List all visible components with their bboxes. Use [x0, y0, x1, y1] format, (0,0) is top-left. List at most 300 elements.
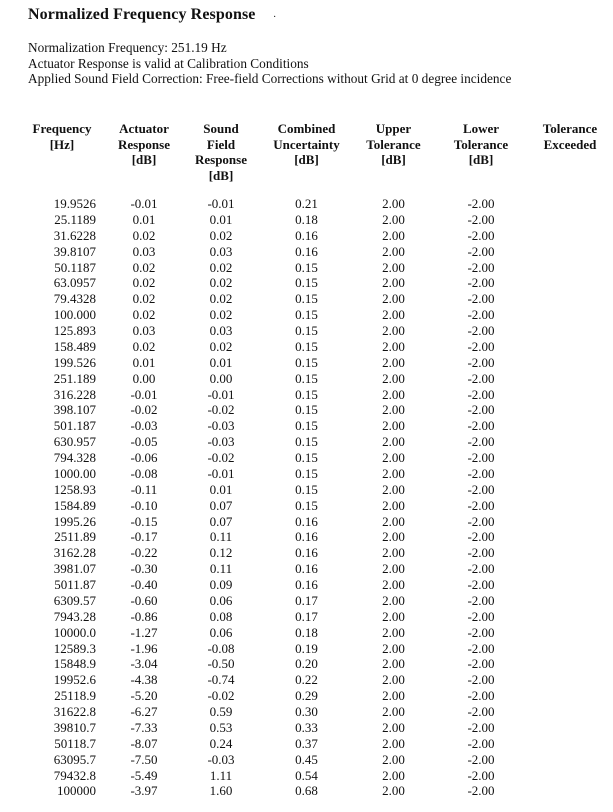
lower-tolerance-cell: -2.00 [467, 735, 495, 751]
sound-field-response-cell: -0.03 [207, 751, 235, 767]
sound-field-response-cell: 0.02 [209, 259, 233, 275]
combined-uncertainty-cell: 0.15 [295, 497, 318, 513]
frequency-cell: 39.8107 [53, 243, 96, 259]
combined-uncertainty-cell: 0.15 [295, 307, 318, 323]
tolerance-exceeded-cell [530, 609, 610, 625]
tolerance-exceeded-cell [530, 577, 610, 593]
combined-uncertainty-header [258, 121, 355, 196]
tolerance-exceeded-cell [530, 244, 610, 260]
combined-uncertainty-cell: 0.15 [295, 275, 318, 291]
table-row [20, 672, 610, 688]
upper-tolerance-cell: 2.00 [382, 592, 405, 608]
tolerance-exceeded-cell [530, 196, 610, 212]
combined-uncertainty-cell: 0.20 [295, 656, 318, 672]
actuator-response-cell: -0.05 [130, 434, 158, 450]
actuator-response-cell: -3.04 [130, 656, 158, 672]
table-row [20, 768, 610, 784]
tolerance-exceeded-cell [530, 672, 610, 688]
table-header-row [20, 121, 610, 196]
upper-tolerance-cell: 2.00 [382, 291, 405, 307]
upper-tolerance-cell: 2.00 [382, 227, 405, 243]
actuator-response-cell: 0.01 [132, 354, 156, 370]
upper-tolerance-cell: 2.00 [382, 243, 405, 259]
combined-uncertainty-header-line: [dB] [294, 152, 319, 167]
upper-tolerance-cell: 2.00 [382, 275, 405, 291]
actuator-response-cell: -1.27 [130, 624, 158, 640]
upper-tolerance-cell: 2.00 [382, 751, 405, 767]
lower-tolerance-cell: -2.00 [467, 418, 495, 434]
tolerance-exceeded-cell [530, 307, 610, 323]
tolerance-exceeded-cell [530, 434, 610, 450]
sound-field-response-cell: -0.08 [207, 640, 235, 656]
actuator-response-header-line: Response [117, 136, 170, 152]
combined-uncertainty-cell: 0.17 [295, 592, 318, 608]
upper-tolerance-header-line: [dB] [381, 152, 406, 167]
lower-tolerance-cell: -2.00 [467, 577, 495, 592]
table-row [20, 228, 610, 244]
combined-uncertainty-cell: 0.15 [295, 370, 318, 386]
table-row [20, 434, 610, 450]
frequency-cell: 125.893 [53, 323, 96, 338]
table-row [20, 387, 610, 403]
upper-tolerance-cell: 2.00 [382, 418, 405, 434]
table-row [20, 656, 610, 672]
frequency-header [20, 121, 104, 196]
actuator-response-cell: -5.20 [130, 688, 158, 704]
frequency-cell: 794.328 [53, 450, 96, 465]
upper-tolerance-cell: 2.00 [382, 307, 405, 323]
lower-tolerance-cell: -2.00 [467, 529, 495, 545]
upper-tolerance-cell: 2.00 [382, 783, 405, 799]
tolerance-exceeded-cell [530, 260, 610, 276]
sound-field-response-cell: -0.02 [207, 450, 235, 465]
sound-field-response-cell: 0.06 [209, 592, 233, 608]
actuator-response-cell: 0.02 [132, 275, 156, 291]
actuator-validity-line: Actuator Response is valid at Calibration Conditions [28, 55, 309, 71]
upper-tolerance-cell: 2.00 [382, 465, 405, 481]
upper-tolerance-cell: 2.00 [382, 608, 405, 624]
tolerance-exceeded-cell [530, 736, 610, 752]
sound-field-response-cell: 0.03 [209, 243, 233, 259]
combined-uncertainty-cell: 0.15 [295, 418, 318, 434]
table-row [20, 196, 610, 212]
upper-tolerance-cell: 2.00 [382, 211, 405, 227]
frequency-cell: 1584.89 [53, 497, 96, 513]
lower-tolerance-cell: -2.00 [467, 338, 495, 354]
actuator-response-cell: 0.01 [132, 211, 156, 227]
tolerance-exceeded-cell [530, 783, 610, 799]
sound-field-response-cell: -0.03 [207, 418, 235, 434]
table-row [20, 529, 610, 545]
actuator-response-cell: 0.00 [132, 370, 156, 386]
sound-field-response-cell: 0.02 [209, 307, 233, 323]
sound-field-response-cell: 1.11 [209, 767, 233, 783]
upper-tolerance-cell: 2.00 [382, 386, 405, 402]
sound-field-response-cell: 0.12 [209, 545, 233, 561]
combined-uncertainty-cell: 0.16 [295, 529, 318, 545]
tolerance-exceeded-cell [530, 641, 610, 657]
upper-tolerance-cell: 2.00 [382, 624, 405, 640]
upper-tolerance-cell: 2.00 [382, 196, 405, 211]
tolerance-exceeded-cell [530, 720, 610, 736]
lower-tolerance-header [432, 121, 530, 196]
actuator-response-cell: 0.02 [132, 291, 156, 307]
sound-field-response-cell: 0.02 [209, 275, 233, 291]
sound-field-response-cell: 0.07 [209, 497, 233, 513]
tolerance-exceeded-cell [530, 545, 610, 561]
lower-tolerance-cell: -2.00 [467, 370, 495, 386]
tolerance-exceeded-cell [530, 688, 610, 704]
frequency-cell: 19.9526 [53, 196, 96, 211]
lower-tolerance-cell: -2.00 [467, 354, 495, 370]
sound-field-response-cell: 0.01 [209, 481, 233, 497]
lower-tolerance-cell: -2.00 [467, 656, 495, 672]
lower-tolerance-cell: -2.00 [467, 323, 495, 338]
table-row [20, 355, 610, 371]
sound-field-response-cell: -0.01 [207, 465, 235, 481]
upper-tolerance-cell: 2.00 [382, 450, 405, 465]
lower-tolerance-header-line: [dB] [468, 152, 494, 167]
table-row [20, 545, 610, 561]
lower-tolerance-cell: -2.00 [467, 624, 495, 640]
table-row [20, 371, 610, 387]
upper-tolerance-cell: 2.00 [382, 513, 405, 529]
lower-tolerance-cell: -2.00 [467, 783, 495, 799]
actuator-response-cell: -0.02 [130, 402, 158, 418]
frequency-cell: 5011.87 [54, 577, 96, 592]
actuator-response-cell: -0.60 [130, 592, 158, 608]
table-body [20, 196, 610, 799]
frequency-cell: 31.6228 [53, 227, 96, 243]
upper-tolerance-cell: 2.00 [382, 354, 405, 370]
lower-tolerance-cell: -2.00 [467, 513, 495, 529]
stray-dot: · [273, 12, 277, 23]
table-row [20, 783, 610, 799]
document-title: Normalized Frequency Response [28, 6, 256, 23]
upper-tolerance-cell: 2.00 [382, 767, 405, 783]
combined-uncertainty-header-line: Uncertainty [273, 136, 340, 152]
frequency-cell: 630.957 [53, 434, 96, 450]
tolerance-exceeded-cell [530, 656, 610, 672]
lower-tolerance-cell: -2.00 [467, 688, 495, 704]
frequency-cell: 3981.07 [53, 561, 96, 577]
tolerance-exceeded-cell [530, 593, 610, 609]
actuator-response-cell: 0.02 [132, 338, 156, 354]
combined-uncertainty-cell: 0.16 [295, 561, 318, 577]
actuator-response-cell: 0.02 [132, 259, 156, 275]
frequency-header-line: [Hz] [49, 136, 75, 152]
upper-tolerance-header-line: Upper [375, 121, 412, 136]
lower-tolerance-cell: -2.00 [467, 545, 495, 561]
lower-tolerance-cell: -2.00 [467, 719, 495, 735]
frequency-cell: 199.526 [53, 354, 96, 370]
tolerance-exceeded-cell [530, 752, 610, 768]
tolerance-exceeded-cell [530, 625, 610, 641]
upper-tolerance-cell: 2.00 [382, 434, 405, 450]
tolerance-exceeded-cell [530, 561, 610, 577]
combined-uncertainty-cell: 0.16 [295, 513, 318, 529]
table-row [20, 418, 610, 434]
combined-uncertainty-cell: 0.17 [295, 608, 318, 624]
normalization-frequency-line: Normalization Frequency: 251.19 Hz [28, 40, 227, 55]
upper-tolerance-cell: 2.00 [382, 497, 405, 513]
combined-uncertainty-cell: 0.15 [295, 323, 318, 338]
actuator-response-cell: -0.40 [130, 577, 158, 592]
upper-tolerance-cell: 2.00 [382, 656, 405, 672]
combined-uncertainty-cell: 0.15 [295, 402, 318, 418]
actuator-response-header [104, 121, 184, 196]
sound-field-response-cell: -0.01 [207, 386, 235, 402]
table-row [20, 291, 610, 307]
actuator-response-cell: -0.08 [130, 465, 158, 481]
sound-field-response-cell: 0.06 [209, 624, 233, 640]
actuator-response-cell: -6.27 [130, 704, 158, 719]
upper-tolerance-cell: 2.00 [382, 338, 405, 354]
sound-field-response-cell: 0.11 [209, 529, 233, 545]
table-row [20, 720, 610, 736]
actuator-response-header-line: [dB] [131, 152, 157, 167]
actuator-response-cell: -0.01 [130, 196, 158, 211]
upper-tolerance-cell: 2.00 [382, 672, 405, 688]
tolerance-exceeded-cell [530, 482, 610, 498]
actuator-response-cell: 0.02 [132, 227, 156, 243]
table-row [20, 641, 610, 657]
tolerance-exceeded-cell [530, 529, 610, 545]
actuator-response-header-line: Actuator [119, 121, 169, 136]
upper-tolerance-cell: 2.00 [382, 370, 405, 386]
lower-tolerance-cell: -2.00 [467, 640, 495, 656]
frequency-cell: 63.0957 [53, 275, 96, 291]
sound-field-response-header-line: Field [206, 136, 236, 152]
sound-field-response-cell: -0.02 [207, 688, 235, 704]
sound-field-response-cell: 0.24 [209, 735, 233, 751]
table-row [20, 704, 610, 720]
combined-uncertainty-cell: 0.45 [295, 751, 318, 767]
table-row [20, 307, 610, 323]
actuator-response-cell: -5.49 [130, 767, 158, 783]
table-row [20, 688, 610, 704]
tolerance-exceeded-cell [530, 768, 610, 784]
frequency-cell: 50118.7 [54, 735, 96, 751]
frequency-cell: 1000.00 [53, 465, 96, 481]
frequency-cell: 3162.28 [53, 545, 96, 561]
combined-uncertainty-cell: 0.33 [295, 719, 318, 735]
lower-tolerance-header-line: Lower [462, 121, 500, 136]
sound-field-response-cell: 0.07 [209, 513, 233, 529]
actuator-response-cell: -0.01 [130, 386, 158, 402]
combined-uncertainty-cell: 0.16 [295, 243, 318, 259]
combined-uncertainty-cell: 0.15 [295, 386, 318, 402]
combined-uncertainty-cell: 0.15 [295, 465, 318, 481]
tolerance-exceeded-cell [530, 371, 610, 387]
upper-tolerance-cell: 2.00 [382, 481, 405, 497]
frequency-cell: 31622.8 [53, 704, 96, 719]
sound-field-response-cell: -0.02 [207, 402, 235, 418]
tolerance-exceeded-cell [530, 418, 610, 434]
frequency-cell: 63095.7 [53, 751, 96, 767]
upper-tolerance-cell: 2.00 [382, 577, 405, 592]
sound-field-response-header-line: Response [194, 152, 247, 167]
actuator-response-cell: -0.86 [130, 608, 158, 624]
actuator-response-cell: -7.33 [130, 719, 158, 735]
lower-tolerance-cell: -2.00 [467, 672, 495, 688]
actuator-response-cell: -1.96 [130, 640, 158, 656]
table-row [20, 260, 610, 276]
combined-uncertainty-cell: 0.18 [295, 624, 318, 640]
frequency-cell: 12589.3 [53, 640, 96, 656]
frequency-cell: 1258.93 [53, 481, 96, 497]
upper-tolerance-header-line: Tolerance [366, 136, 421, 152]
tolerance-exceeded-header-line: Tolerance [542, 121, 598, 136]
combined-uncertainty-cell: 0.18 [295, 211, 318, 227]
lower-tolerance-cell: -2.00 [467, 751, 495, 767]
lower-tolerance-cell: -2.00 [467, 291, 495, 307]
frequency-cell: 79.4328 [53, 291, 96, 307]
sound-field-response-cell: 0.00 [209, 370, 233, 386]
combined-uncertainty-cell: 0.15 [295, 434, 318, 450]
lower-tolerance-cell: -2.00 [467, 307, 495, 323]
lower-tolerance-cell: -2.00 [467, 386, 495, 402]
lower-tolerance-cell: -2.00 [467, 481, 495, 497]
combined-uncertainty-cell: 0.15 [295, 354, 318, 370]
frequency-cell: 79432.8 [53, 767, 96, 783]
table-row [20, 514, 610, 530]
sound-field-response-header-line: Sound [203, 121, 239, 136]
sound-field-response-cell: 0.02 [209, 338, 233, 354]
frequency-cell: 398.107 [53, 402, 96, 418]
combined-uncertainty-header-line: Combined [277, 121, 336, 136]
table-row [20, 212, 610, 228]
combined-uncertainty-cell: 0.15 [295, 481, 318, 497]
tolerance-exceeded-cell [530, 387, 610, 403]
sound-field-response-cell: 0.01 [209, 211, 233, 227]
lower-tolerance-cell: -2.00 [467, 211, 495, 227]
sound-field-response-cell: 0.03 [209, 323, 233, 338]
combined-uncertainty-cell: 0.15 [295, 338, 318, 354]
table-row [20, 625, 610, 641]
frequency-cell: 158.489 [53, 338, 96, 354]
frequency-cell: 25118.9 [54, 688, 96, 704]
frequency-cell: 1995.26 [53, 513, 96, 529]
sound-field-response-header [184, 121, 258, 196]
actuator-response-cell: -4.38 [130, 672, 158, 688]
table-row [20, 593, 610, 609]
lower-tolerance-cell: -2.00 [467, 450, 495, 465]
lower-tolerance-cell: -2.00 [467, 227, 495, 243]
sound-field-response-cell: 1.60 [209, 783, 233, 799]
upper-tolerance-cell: 2.00 [382, 704, 405, 719]
sound-field-response-cell: 0.59 [209, 704, 233, 719]
table-row [20, 323, 610, 339]
actuator-response-cell: -8.07 [130, 735, 158, 751]
upper-tolerance-cell: 2.00 [382, 735, 405, 751]
actuator-response-cell: -0.11 [130, 481, 158, 497]
tolerance-exceeded-cell [530, 402, 610, 418]
lower-tolerance-cell: -2.00 [467, 767, 495, 783]
table-row [20, 466, 610, 482]
lower-tolerance-cell: -2.00 [467, 465, 495, 481]
combined-uncertainty-cell: 0.15 [295, 291, 318, 307]
table-row [20, 561, 610, 577]
lower-tolerance-header-line: Tolerance [453, 136, 509, 152]
frequency-cell: 25.1189 [54, 211, 96, 227]
actuator-response-cell: -0.17 [130, 529, 158, 545]
table-row [20, 577, 610, 593]
actuator-response-cell: -3.97 [130, 783, 158, 799]
tolerance-exceeded-cell [530, 704, 610, 720]
actuator-response-cell: -7.50 [130, 751, 158, 767]
combined-uncertainty-cell: 0.30 [295, 704, 318, 719]
sound-field-response-cell: 0.08 [209, 608, 233, 624]
info-block [28, 40, 511, 87]
combined-uncertainty-cell: 0.16 [295, 545, 318, 561]
actuator-response-cell: -0.22 [130, 545, 158, 561]
sound-field-response-cell: -0.74 [207, 672, 235, 688]
table-row [20, 339, 610, 355]
lower-tolerance-cell: -2.00 [467, 243, 495, 259]
table-row [20, 450, 610, 466]
lower-tolerance-cell: -2.00 [467, 275, 495, 291]
actuator-response-cell: -0.15 [130, 513, 158, 529]
sound-field-response-cell: -0.01 [207, 196, 235, 211]
tolerance-exceeded-cell [530, 275, 610, 291]
combined-uncertainty-cell: 0.21 [295, 196, 318, 211]
actuator-response-cell: -0.03 [130, 418, 158, 434]
table-row [20, 402, 610, 418]
frequency-cell: 6309.57 [53, 592, 96, 608]
lower-tolerance-cell: -2.00 [467, 402, 495, 418]
combined-uncertainty-cell: 0.16 [295, 227, 318, 243]
actuator-response-cell: 0.03 [132, 243, 156, 259]
upper-tolerance-cell: 2.00 [382, 259, 405, 275]
upper-tolerance-cell: 2.00 [382, 529, 405, 545]
frequency-cell: 501.187 [53, 418, 96, 434]
tolerance-exceeded-header [530, 121, 610, 196]
sound-field-response-cell: 0.09 [209, 577, 233, 592]
frequency-cell: 7943.28 [53, 608, 96, 624]
upper-tolerance-cell: 2.00 [382, 545, 405, 561]
tolerance-exceeded-cell [530, 323, 610, 339]
table-row [20, 752, 610, 768]
table-row [20, 609, 610, 625]
tolerance-exceeded-cell [530, 466, 610, 482]
table-row [20, 275, 610, 291]
frequency-cell: 19952.6 [53, 672, 96, 688]
frequency-cell: 39810.7 [53, 719, 96, 735]
tolerance-exceeded-cell [530, 339, 610, 355]
sound-field-response-cell: 0.02 [209, 291, 233, 307]
actuator-response-cell: -0.30 [130, 561, 158, 577]
frequency-cell: 316.228 [53, 386, 96, 402]
frequency-header-line: Frequency [32, 121, 92, 136]
sound-field-response-cell: 0.53 [209, 719, 233, 735]
frequency-response-table [20, 121, 610, 799]
table-row [20, 244, 610, 260]
table-row [20, 498, 610, 514]
frequency-cell: 251.189 [53, 370, 96, 386]
frequency-cell: 50.1187 [54, 259, 96, 275]
sound-field-response-cell: 0.01 [209, 354, 233, 370]
sound-field-correction-line: Applied Sound Field Correction: Free-field Corrections without Grid at 0 degree incidence [28, 71, 512, 86]
upper-tolerance-cell: 2.00 [382, 561, 405, 577]
combined-uncertainty-cell: 0.29 [295, 688, 318, 704]
upper-tolerance-cell: 2.00 [382, 323, 405, 338]
actuator-response-cell: -0.06 [130, 450, 158, 465]
lower-tolerance-cell: -2.00 [467, 196, 495, 211]
tolerance-exceeded-cell [530, 450, 610, 466]
combined-uncertainty-cell: 0.16 [295, 577, 318, 592]
tolerance-exceeded-cell [530, 514, 610, 530]
